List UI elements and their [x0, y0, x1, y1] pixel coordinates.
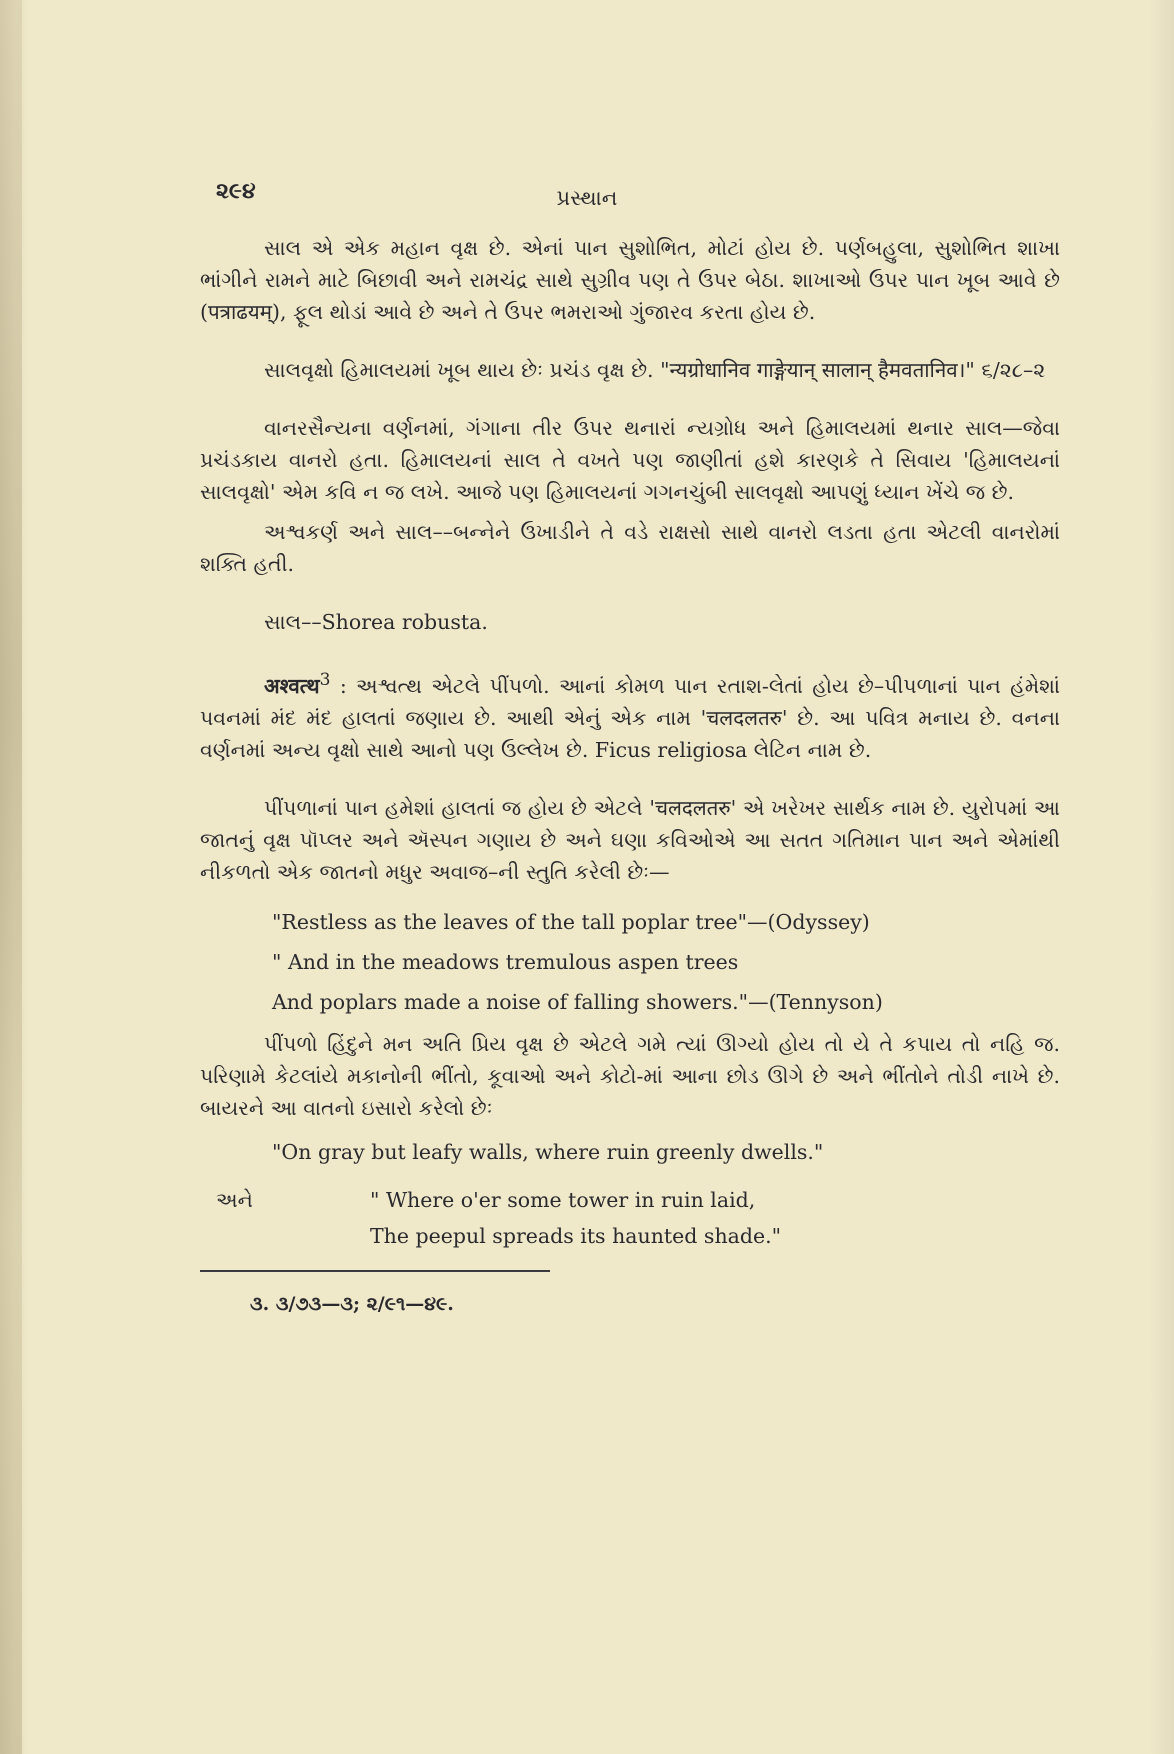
- paragraph-poplar: પીંપળાનાં પાન હમેશાં હાલતાં જ હોય છે એટલે 'चलदलतरु' એ ખરેખર સાર્થક નામ છે. યુરોપમાં આ જાતનું વૃક્ષ પૉપ્લર અને ઍસ્પન ગણાય છે અને ઘણા કવિઓએ આ સતત ગતિમાન પાન અને એમાંથી નીકળતો એક જાતનો મધુર અવાજ–ની સ્તુતિ કરેલી છેઃ—: [200, 795, 1060, 884]
- and-quote-block: [200, 1182, 1060, 1256]
- quote-peepul-line1: " Where o'er some tower in ruin laid,: [370, 1187, 756, 1212]
- paragraph-ashvakarna: અશ્વકર્ણ અને સાલ––બન્નેને ઉખાડીને તે વડે રાક્ષસો સાથે વાનરો લડતા હતા એટલી વાનરોમાં શક્તિ હતી.: [200, 520, 1060, 576]
- running-title: પ્રસ્થાન: [556, 186, 618, 210]
- paragraph-ashvattha: [200, 664, 1060, 766]
- page-body: [200, 232, 1060, 1320]
- paragraph-sal-botanical: સાલ––Shorea robusta.: [264, 610, 488, 634]
- page-number: ૨૯૪: [216, 178, 256, 204]
- paragraph-sal-himalaya: સાલવૃક્ષો હિમાલયમાં ખૂબ થાય છેઃ પ્રચંડ વૃક્ષ છે. "न्यग्रोधानिव गाङ्गेयान् सालान् हैमवतानिव।" ૬/૨૮–૨: [264, 358, 1046, 382]
- quote-peepul: [370, 1182, 781, 1254]
- footnote-marker: 3: [319, 670, 331, 690]
- and-word: અને: [216, 1187, 253, 1212]
- quote-byron: "On gray but leafy walls, where ruin greenly dwells.": [272, 1139, 824, 1164]
- footnote: ૩. ૩/૭૩—૩; ૨/૯૧—૪૯.: [250, 1292, 454, 1315]
- ashvattha-text: : અશ્વત્થ એટલે પીંપળો. આનાં કોમળ પાન રતાશ-લેતાં હોય છે–પીપળાનાં પાન હંમેશાં પવનમાં મંદ મંદ હાલતાં જણાય છે. આથી એનું એક નામ 'चलदलतरु' છે. આ પવિત્ર મનાય છે. વનના વર્ણનમાં અન્ય વૃક્ષો સાથે આનો પણ ઉલ્લેખ છે. Ficus religiosa લેટિન નામ છે.: [200, 673, 1060, 762]
- ashvattha-label: अश्वत्थ: [264, 673, 320, 698]
- paragraph-sal-intro: સાલ એ એક મહાન વૃક્ષ છે. એનાં પાન સુશોભિત, મોટાં હોય છે. પર્ણબહુલા, સુશોભિત શાખા ભાંગીને રામને માટે બિછાવી અને રામચંદ્ર સાથે સુગ્રીવ પણ તે ઉપર બેઠા. શાખાઓ ઉપર પાન ખૂબ આવે છે (पत्राढयम्), ફૂલ થોડાં આવે છે અને તે ઉપર ભમરાઓ ગુંજારવ કરતા હોય છે.: [200, 236, 1060, 324]
- quote-tennyson-line2: And poplars made a noise of falling showers."—(Tennyson): [272, 989, 883, 1014]
- page-edge: [0, 0, 22, 1754]
- paragraph-peepul: પીંપળો હિંદુને મન અતિ પ્રિય વૃક્ષ છે એટલે ગમે ત્યાં ઊગ્યો હોય તો યે તે કપાય તો નહિ જ. પરિણામે કેટલાંયે મકાનોની ભીંતો, કૂવાઓ અને કોટો-માં આના છોડ ઊગે છે અને ભીંતોને તોડી નાખે છે. બાયરને આ વાતનો ઇસારો કરેલો છેઃ: [200, 1031, 1060, 1120]
- page-header: [0, 178, 1174, 218]
- footnote-divider: [200, 1270, 550, 1272]
- quote-odyssey: "Restless as the leaves of the tall poplar tree"—(Odyssey): [272, 909, 870, 934]
- quote-peepul-line2: The peepul spreads its haunted shade.": [370, 1223, 782, 1248]
- paragraph-vanar-sainya: વાનરસૈન્યના વર્ણનમાં, ગંગાના તીર ઉપર થનારાં ન્યગ્રોધ અને હિમાલયમાં થનાર સાલ—જેવા પ્રચંડકાય વાનરો હતા. હિમાલયનાં સાલ તે વખતે પણ જાણીતાં હશે કારણકે તે સિવાય 'હિમાલયનાં સાલવૃક્ષો' એમ કવિ ન જ લખે. આજે પણ હિમાલયનાં ગગનચુંબી સાલવૃક્ષો આપણું ધ્યાન ખેંચે જ છે.: [200, 416, 1060, 504]
- quote-tennyson-line1: " And in the meadows tremulous aspen trees: [272, 949, 739, 974]
